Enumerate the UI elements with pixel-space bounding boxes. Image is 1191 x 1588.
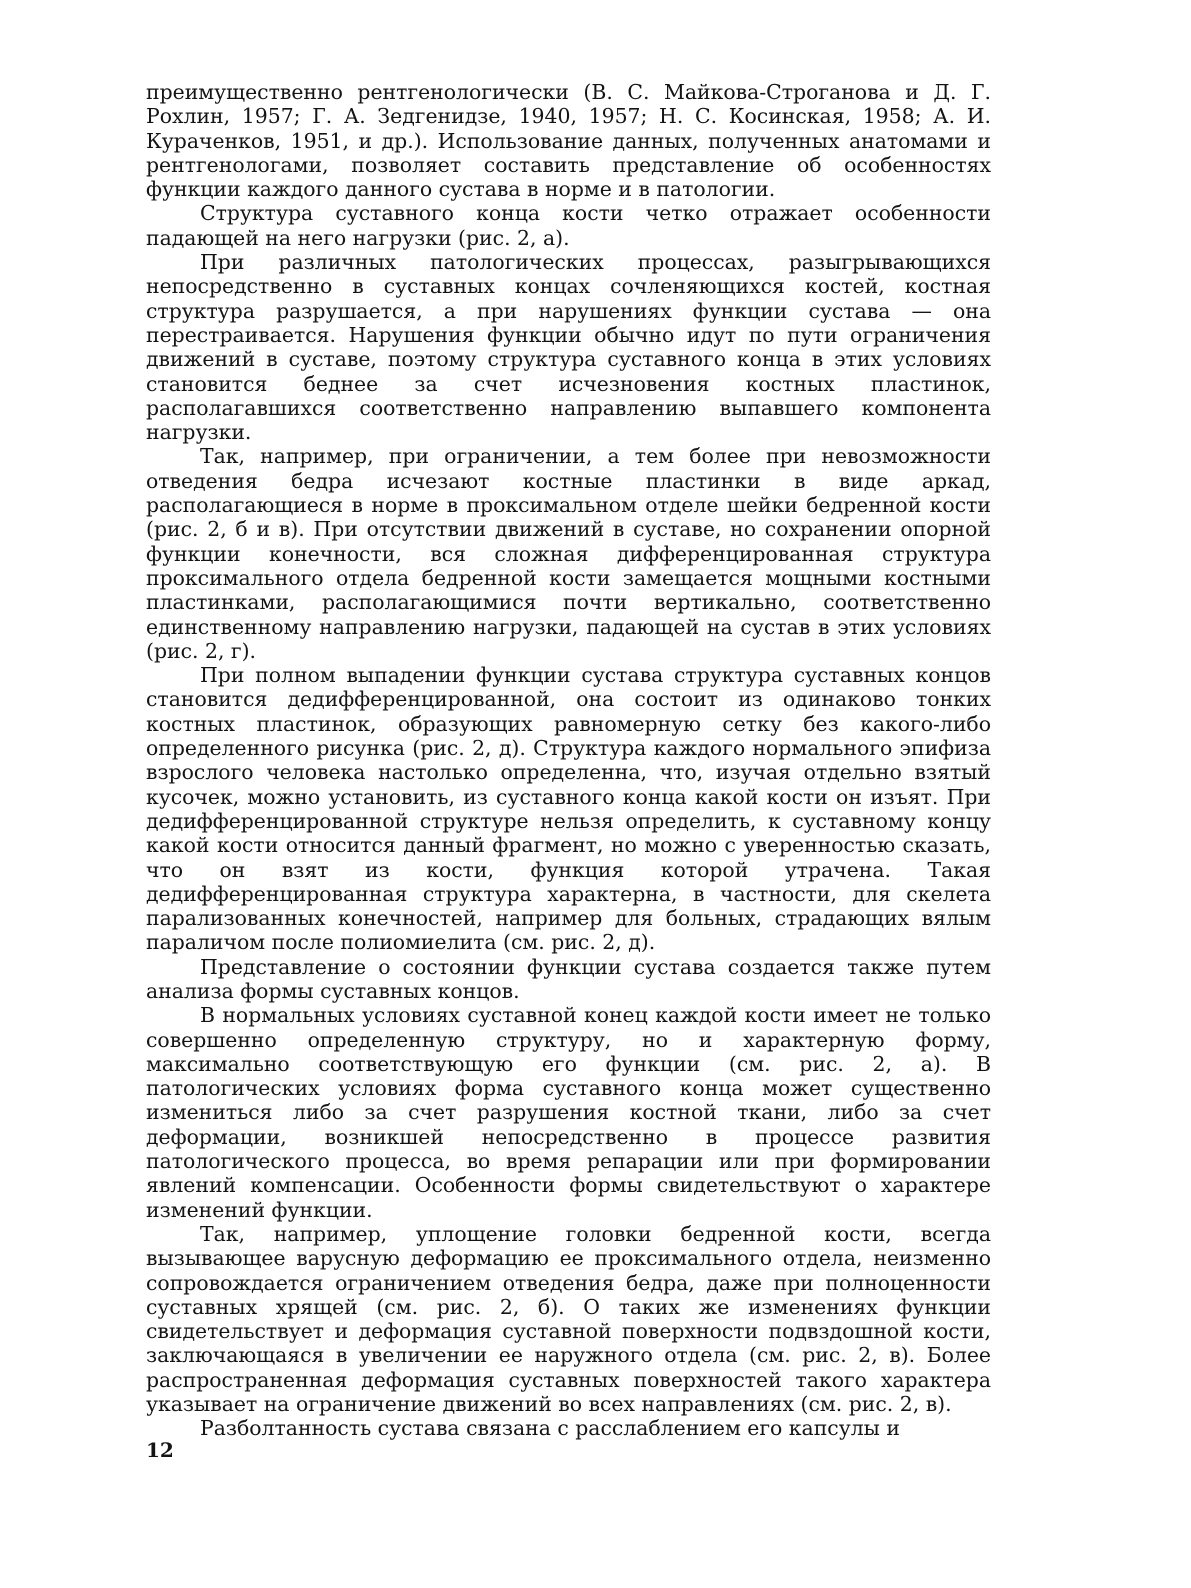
paragraph-last: Разболтанность сустава связана с расслаблением его капсулы и [200,1416,900,1441]
paragraph: Так, например, уплощение головки бедренной кости, всегда вызывающее варусную деформацию ее проксимального отдела, неизменно сопровождается ограничением отведения бедра, даже при полноценности суставных хрящей (см. рис. 2, б). О таких же изменениях функции свидетельствует и деформация суставной поверхности подвздошной кости, заключающаяся в увеличении ее наружного отдела (см. рис. 2, в). Более распространенная деформация суставных поверхностей такого характера указывает на ограничение движений во всех направлениях (см. рис. 2, в). [146,1221,991,1417]
page-number: 12 [146,1438,174,1462]
paragraph: Так, например, при ограничении, а тем более при невозможности отведения бедра исчезают костные пластинки в виде аркад, располагающиеся в норме в проксимальном отделе шейки бедренной кости (рис. 2, б и в). При отсутствии движений в суставе, но сохранении опорной функции конечности, вся сложная дифференцированная структура проксимального отдела бедренной кости замещается мощными костными пластинками, располагающимися почти вертикально, соответственно единственному направлению нагрузки, падающей на сустав в этих условиях (рис. 2, г). [146,444,991,663]
paragraph: При различных патологических процессах, разыгрывающихся непосредственно в суставных концах сочленяющихся костей, костная структура разрушается, а при нарушениях функции сустава — она перестраивается. Нарушения функции обычно идут по пути ограничения движений в суставе, поэтому структура суставного конца в этих условиях становится беднее за счет исчезновения костных пластинок, располагавшихся соответственно направлению выпавшего компонента нагрузки. [146,250,991,445]
paragraph: При полном выпадении функции сустава структура суставных концов становится дедифференцированной, она состоит из одинаково тонких костных пластинок, образующих равномерную сетку без какого-либо определенного рисунка (рис. 2, д). Структура каждого нормального эпифиза взрослого человека настолько определенна, что, изучая отдельно взятый кусочек, можно установить, из суставного конца какой кости он изъят. При дедифференцированной структуре нельзя определить, к суставному концу какой кости относится данный фрагмент, но можно с уверенностью сказать, что он взят из кости, функция которой утрачена. Такая дедифференцированная структура характерна, в частности, для скелета парализованных конечностей, например для больных, страдающих вялым параличом после полиомиелита (см. рис. 2, д). [146,663,991,955]
page-body [146,80,991,1441]
paragraph: Структура суставного конца кости четко отражает особенности падающей на него нагрузки (рис. 2, а). [146,201,991,250]
paragraph: В нормальных условиях суставной конец каждой кости имеет не только совершенно определенную структуру, но и характерную форму, максимально соответствующую его функции (см. рис. 2, а). В патологических условиях форма суставного конца может существенно измениться либо за счет разрушения костной ткани, либо за счет деформации, возникшей непосредственно в процессе развития патологического процесса, во время репарации или при формировании явлений компенсации. Особенности формы свидетельствуют о характере изменений функции. [146,1003,991,1222]
paragraph: Представление о состоянии функции сустава создается также путем анализа формы суставных концов. [146,954,991,1003]
paragraph-continuation: преимущественно рентгенологически (В. С. Майкова-Строганова и Д. Г. Рохлин, 1957; Г. А. Зедгенидзе, 1940, 1957; Н. С. Косинская, 1958; А. И. Кураченков, 1951, и др.). Использование данных, полученных анатомами и рентгенологами, позволяет составить представление об особенностях функции каждого данного сустава в норме и в патологии. [146,80,991,202]
